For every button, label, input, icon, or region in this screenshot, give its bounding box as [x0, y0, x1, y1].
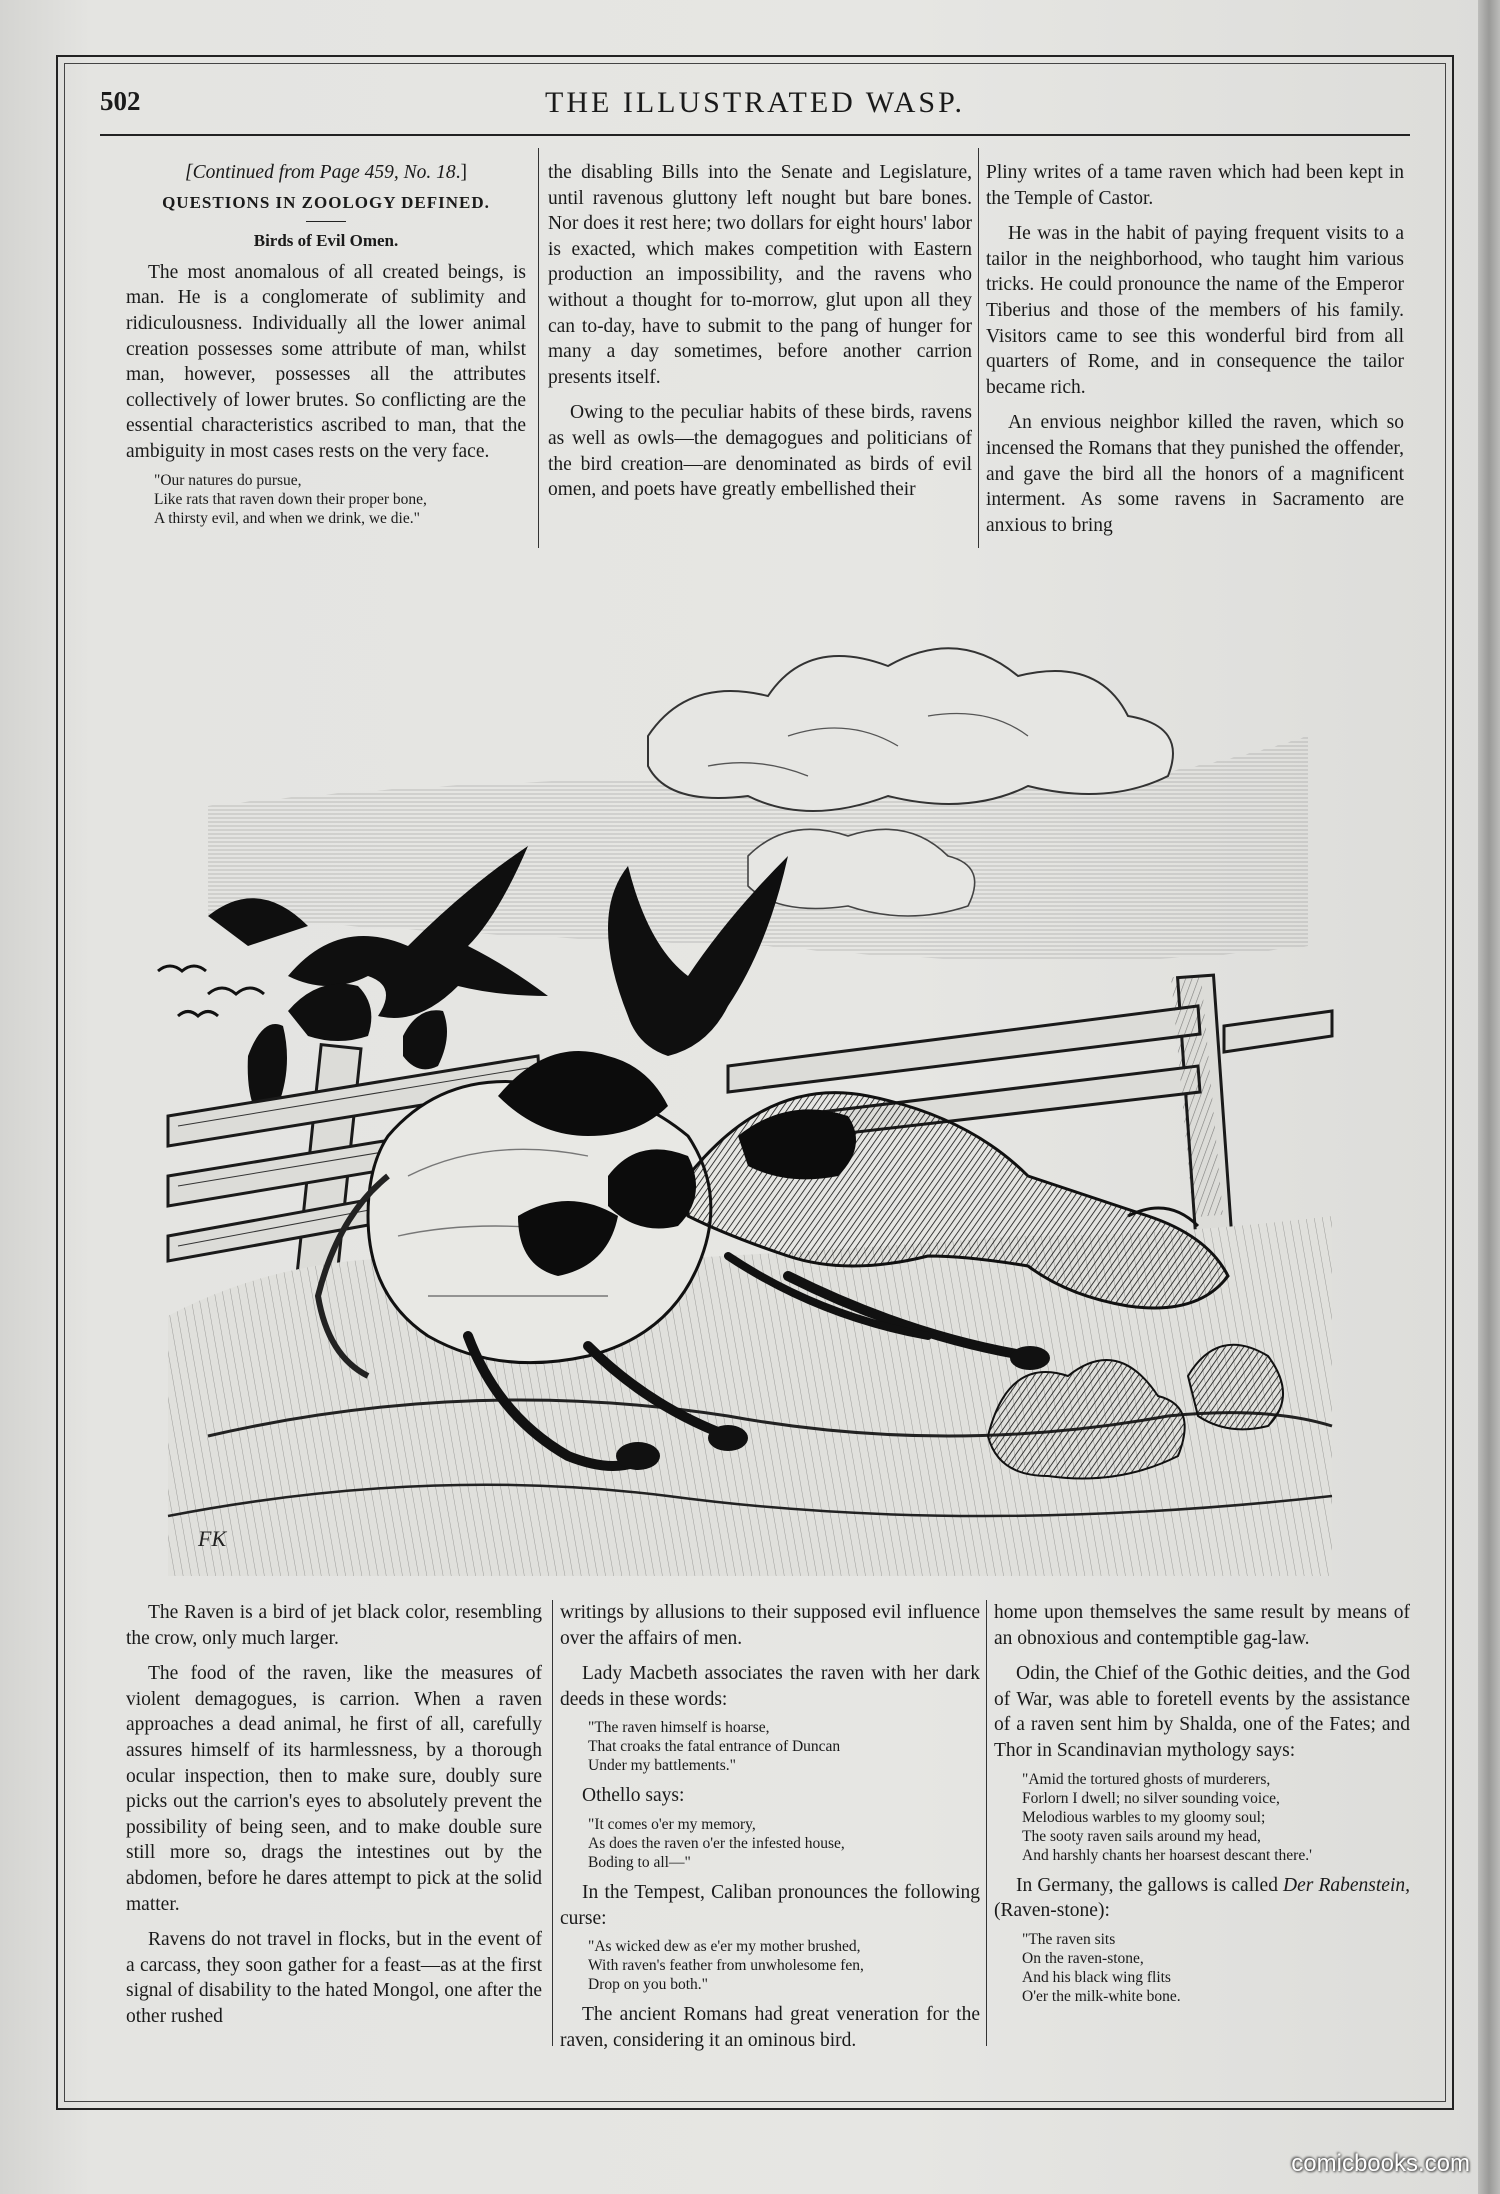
- section-title: QUESTIONS IN ZOOLOGY DEFINED.: [162, 192, 490, 212]
- paragraph: The Raven is a bird of jet black color, resembling the crow, only much larger.: [126, 1602, 542, 1649]
- paragraph: The ancient Romans had great veneration for the raven, considering it an ominous bird.: [560, 2004, 980, 2051]
- engraving-illustration: [168, 616, 1332, 1576]
- top-column-3: [986, 160, 1404, 555]
- header-rule: [100, 134, 1410, 136]
- paragraph: The food of the raven, like the measures of violent demagogues, is carrion. When a raven approaches a dead animal, he first of all, carefully assures himself of its harmlessness, by a thorough ocular inspection, then to make sure, doubly sure picks out the carrion's eyes to absolutely prevent the possibility of being seen, and to make double sure still more so, drags the intestines out by the abdomen, before he dares attempt to pick at the solid matter.: [126, 1663, 542, 1915]
- paragraph: He was in the habit of paying frequent visits to a tailor in the neighborhood, who taught him various tricks. He could pronounce the name of the Emperor Tiberius and those of the members of his family. Visitors came to see this wonderful bird from all quarters of Rome, and in consequence the tailor became rich.: [986, 223, 1404, 398]
- poem-quote: "The raven sits On the raven-stone, And his black wing flits O'er the milk-white bone.: [1022, 1930, 1181, 2005]
- book-spine-edge: [1478, 0, 1500, 2194]
- masthead-title: THE ILLUSTRATED WASP.: [545, 86, 965, 119]
- paragraph: Othello says:: [582, 1785, 685, 1807]
- italic-term: Der Rabenstein,: [1283, 1874, 1410, 1896]
- paragraph: In the Tempest, Caliban pronounces the following curse:: [560, 1881, 980, 1929]
- title-rule: [306, 221, 346, 222]
- paragraph-text: (Raven-stone):: [994, 1900, 1110, 1922]
- paragraph: Owing to the peculiar habits of these birds, ravens as well as owls—the demagogues and politicians of the bird creation—are denominated as birds of evil omen, and poets have greatly embellished their: [548, 402, 972, 501]
- paragraph: the disabling Bills into the Senate and Legislature, until ravenous gluttony left nought but bare bones. Nor does it rest here; two dollars for eight hours' labor is exacted, which makes competition with Eastern production an impossibility, and the ravens who without a thought for to-morrow, glut upon all they can to-day, have to submit to the pang of hunger for many a day sometimes, before another carrion presents itself.: [548, 162, 972, 388]
- paragraph: Lady Macbeth associates the raven with her dark deeds in these words:: [560, 1663, 980, 1710]
- paragraph: writings by allusions to their supposed evil influence over the affairs of men.: [560, 1602, 980, 1649]
- ravens-and-horse-engraving: [168, 616, 1332, 1576]
- poem-quote: "It comes o'er my memory, As does the raven o'er the infested house, Boding to all—": [588, 1815, 845, 1871]
- poem-quote: "Our natures do pursue, Like rats that raven down their proper bone, A thirsty evil, and when we drink, we die.": [154, 471, 427, 527]
- paragraph: An envious neighbor killed the raven, which so incensed the Romans that they punished the offender, and gave the bird all the honors of a magnificent interment. As some ravens in Sacramento are anxious to bring: [986, 412, 1404, 536]
- poem-quote: "As wicked dew as e'er my mother brushed, With raven's feather from unwholesome fen, Drop on you both.": [588, 1938, 864, 1994]
- artist-monogram: FK: [198, 1526, 227, 1551]
- paragraph: [994, 1873, 1410, 1924]
- paragraph-text: In Germany, the gallows is called: [1016, 1874, 1284, 1896]
- top-column-2: [548, 160, 972, 555]
- paragraph: Pliny writes of a tame raven which had been kept in the Temple of Castor.: [986, 162, 1404, 209]
- paragraph: Odin, the Chief of the Gothic deities, and the God of War, was able to foretell events by the assistance of a raven sent him by Shalda, one of the Fates; and Thor in Scandinavian mythology says:: [994, 1663, 1410, 1761]
- bottom-column-2: [560, 1600, 980, 2051]
- column-rule: [538, 148, 539, 548]
- bottom-column-3: [994, 1600, 1410, 2040]
- article-subtitle: Birds of Evil Omen.: [253, 231, 399, 251]
- paragraph: Ravens do not travel in flocks, but in the event of a carcass, they soon gather for a feast—as at the first signal of disability to the hated Mongol, one after the other rushed: [126, 1929, 542, 2027]
- watermark: comicbooks.com: [1291, 2150, 1470, 2177]
- top-column-1: [126, 160, 526, 570]
- column-rule: [986, 1600, 987, 2046]
- paragraph: The most anomalous of all created beings, is man. He is a conglomerate of sublimity and ridiculousness. Individually all the lower animal creation possesses some attribute of man, whilst man, however, possesses all the attributes collectively of lower brutes. So conflicting are the essential characteristics ascribed to man, that the ambiguity in most cases rests on the very face.: [126, 261, 526, 462]
- bottom-column-1: [126, 1600, 542, 2040]
- continued-note: [Continued from Page 459, No. 18.]: [184, 162, 468, 183]
- poem-quote: "Amid the tortured ghosts of murderers, Forlorn I dwell; no silver sounding voice, Melodious warbles to my gloomy soul; The sooty raven sails around my head, And harshly chants her hoarsest descant there.': [1022, 1770, 1312, 1864]
- column-rule: [978, 148, 979, 548]
- column-rule: [552, 1600, 553, 2046]
- poem-quote: "The raven himself is hoarse, That croaks the fatal entrance of Duncan Under my battlements.": [588, 1719, 841, 1775]
- page-header: [100, 86, 1410, 126]
- page-number: 502: [100, 86, 141, 116]
- paragraph: home upon themselves the same result by means of an obnoxious and contemptible gag-law.: [994, 1602, 1410, 1649]
